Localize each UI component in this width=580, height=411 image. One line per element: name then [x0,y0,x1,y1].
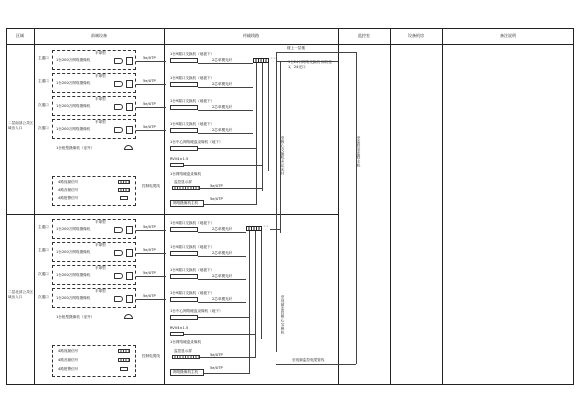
camera-mount-icon [126,103,133,111]
fiber-label: 2芯单模光纤 [212,251,233,255]
camera-icon [114,296,123,302]
zone-2-entrance-3: 次通口 [38,272,49,276]
zone-2-camera-label: 1台200万网络摄像机 [56,227,91,231]
trunk-feed [198,317,249,318]
fiber-label: 2芯单模光纤 [212,105,233,109]
switch-device-icon [170,297,198,302]
signal-item: 4路音频信号 [58,358,79,362]
camera-icon [114,58,123,64]
connector-icon: ◦◦ [270,56,276,62]
zone-2-entrance-2: 主通口 [38,248,49,252]
cable-tag: 5e/UTP [143,125,156,129]
fiber-label: 2芯单模光纤 [212,82,233,86]
cable-tag: 5e/UTP [210,197,223,201]
trunk-feed [184,165,262,166]
switch-label: 1台9端口交换机（地板下） [170,245,215,249]
monitor-device-icon [172,355,200,359]
switch-label: 1台9端口交换机（地板下） [170,52,215,56]
fiber-line [198,279,246,280]
storage-device-icon [170,315,198,320]
signal-item: 4路报警信号 [58,196,79,200]
cable-line [136,276,166,277]
zone-1-camera-kind: 半球型 [95,97,106,101]
zone-1-camera-kind: 半球型 [95,74,106,78]
cable-line [136,230,166,231]
header-control-room: 监控室 [358,33,370,38]
column-divider [34,28,35,385]
trunk-feed [204,373,249,374]
trunk-line [249,231,250,374]
trunk-line [268,63,269,171]
header-equipment-room: 设备机房 [408,33,424,38]
distribution-label: 1台24口网络交换机 如机柜1，24光口 [288,60,332,69]
terminal-icon [118,358,130,362]
fiber-line [198,110,253,111]
zone-2-camera-label: 1台200万网络摄像机 [56,273,91,277]
signal-item: 4路报警信号 [58,367,79,371]
switch-device-icon [170,58,198,63]
switch-device-icon [170,82,198,87]
camera-icon [114,104,123,110]
header-area: 区域 [16,33,24,38]
power-cable-label: RVV4×1.5 [170,157,189,161]
signal-item: 4路视频信号 [58,349,79,353]
trunk-line [261,231,262,339]
cable-tag: 5e/UTP [143,56,156,60]
zone-2-camera-kind: 半球型 [95,289,106,293]
cable-tag: 5e/UTP [210,366,223,370]
cable-line [136,107,166,108]
trunk-feed [200,357,255,358]
control-label: 控制电缆线 [142,184,160,188]
trunk-line [255,231,256,358]
camera-mount-icon [126,126,133,134]
cable-tag: 5e/UTP [143,102,156,106]
camera-icon [114,127,123,133]
fiber-line [198,256,246,257]
column-divider [442,28,443,385]
header-front-end: 前端设备 [91,33,107,38]
cable-tag: 5e/UTP [143,248,156,252]
fiber-line [198,302,246,303]
switch-label: 1台9端口交换机（地板下） [170,76,215,80]
power-cable-label: RVV4×1.5 [170,326,189,330]
column-divider [390,28,391,385]
dome-camera-icon [124,314,133,319]
network-host-label: 网络摄像机主机 [173,201,199,205]
bottom-return-line [276,364,356,365]
fiber-line [198,87,253,88]
vertical-cable-a-label: 至核心交换机多芯光纤 [281,136,285,175]
trunk-feed [198,148,256,149]
header-remarks: 备注说明 [500,33,516,38]
cable-tag: 5e/UTP [143,294,156,298]
bottom-note: 至视频监控电缆管线 [292,358,325,362]
storage-label: 1台网络硬盘录像机 [170,172,202,176]
camera-mount-icon [126,249,133,257]
zone-1-camera-label: 1台200万网络摄像机 [56,127,91,131]
camera-icon [114,81,123,87]
cable-tag: 5e/UTP [210,184,223,188]
terminal-icon [118,180,130,184]
zone-divider [6,214,338,215]
switch-label: 1台9端口交换机（地板下） [170,99,215,103]
zone-2-camera-kind: 半球型 [95,220,106,224]
control-label: 控制电缆线 [142,354,160,358]
cable-line [136,253,166,254]
cable-line [136,130,166,131]
cable-tag: 5e/UTP [210,353,223,357]
switch-label: 1台9端口交换机（地板下） [170,122,215,126]
zone-1-dome-label: 1台枪型摄像机（室外） [56,146,95,150]
power-device-icon [170,332,184,336]
fiber-label: 2芯单模光纤 [212,58,233,62]
cable-line [136,84,166,85]
trunk-feed [200,188,262,189]
camera-icon [114,250,123,256]
trunk-line [256,63,257,205]
zone-2-uplink [270,229,280,230]
zone-1-entrance-2: 主通口 [38,79,49,83]
fiber-label: 2芯单模光纤 [212,274,233,278]
vertical-trunk-a [276,52,277,352]
switch-device-icon [170,128,198,133]
zone-1-camera-label: 1台200万网络摄像机 [56,81,91,85]
zone-1-name: 二层南部公共区域出入口 [8,121,34,130]
switch-device-icon [170,227,198,232]
zone-2-name: 二层北部公共区域出入口 [8,290,34,299]
terminal-icon [120,367,128,371]
fiber-line [198,232,246,233]
trunk-feed [184,334,255,335]
signal-item: 4路视频信号 [58,180,79,184]
header-divider [6,44,574,45]
zone-1-camera-kind: 半球型 [95,51,106,55]
dome-camera-icon [124,145,133,150]
storage-label: 1台中心网络硬盘录像机（地下） [170,140,223,144]
trunk-feed [204,204,256,205]
control-room-trunk [356,52,357,364]
zone-1-entrance-3: 次通口 [38,103,49,107]
switch-label: 1台9端口交换机（地板下） [170,291,215,295]
trunk-line [262,63,263,191]
uplink-line [276,61,338,62]
uplink-line [276,52,338,53]
terminal-icon [118,188,130,192]
vertical-cable-c-label: 至监控室监控主机 [357,136,361,168]
storage-label: 1台中心网络硬盘录像机（地下） [170,309,223,313]
fiber-label: 2芯单模光纤 [212,227,233,231]
cable-tag: 5e/UTP [143,225,156,229]
terminal-icon [120,196,128,200]
zone-2-dome-label: 1台枪型摄像机（室外） [56,315,95,319]
switch-device-icon [170,251,198,256]
switch-device-icon [170,274,198,279]
monitor-label: 监控显示屏 [174,349,192,353]
vertical-cable-b-label: 至视频监控核心交换机 [281,295,285,334]
cable-tag: 5e/UTP [143,271,156,275]
camera-icon [114,227,123,233]
camera-mount-icon [126,80,133,88]
switch-label: 1台9端口交换机（地板下） [170,221,215,225]
zone-1-entrance-1: 主通口 [38,56,49,60]
column-divider [338,28,339,385]
switch-label: 1台9端口交换机（地板下） [170,268,215,272]
camera-mount-icon [126,272,133,280]
switch-device-icon [170,105,198,110]
camera-mount-icon [126,226,133,234]
camera-mount-icon [126,295,133,303]
zone-1-camera-kind: 半球型 [95,120,106,124]
zone-2-entrance-1: 主通口 [38,225,49,229]
fiber-line [198,63,253,64]
zone-1-camera-label: 1台200万网络摄像机 [56,58,91,62]
fiber-label: 2芯单模光纤 [212,128,233,132]
zone-2-camera-kind: 半球型 [95,243,106,247]
zone-1-camera-label: 1台200万网络摄像机 [56,104,91,108]
control-room-feed [338,52,356,53]
zone-2-entrance-4: 次通口 [38,295,49,299]
camera-icon [114,273,123,279]
fiber-label: 2芯单模光纤 [212,297,233,301]
power-device-icon [170,163,184,167]
storage-label: 1台网络硬盘录像机 [170,340,202,344]
monitor-device-icon [172,186,200,190]
header-transmission: 传输线路 [243,33,259,38]
network-host-label: 网络摄像机主机 [173,370,199,374]
zone-2-camera-label: 1台200万网络摄像机 [56,250,91,254]
camera-mount-icon [126,57,133,65]
cable-line [136,61,166,62]
cable-line [136,299,166,300]
fiber-line [198,133,253,134]
uplink-label: 楼上一层楼 [287,46,305,50]
monitor-label: 监控显示屏 [174,180,192,184]
storage-device-icon [170,146,198,151]
connector-icon: ◦◦ [263,224,269,230]
zone-2-camera-label: 1台200万网络摄像机 [56,296,91,300]
cable-tag: 5e/UTP [143,79,156,83]
zone-1-entrance-4: 次通口 [38,126,49,130]
column-divider [164,28,165,385]
signal-item: 4路音频信号 [58,188,79,192]
zone-2-camera-kind: 半球型 [95,266,106,270]
terminal-icon [118,349,130,353]
